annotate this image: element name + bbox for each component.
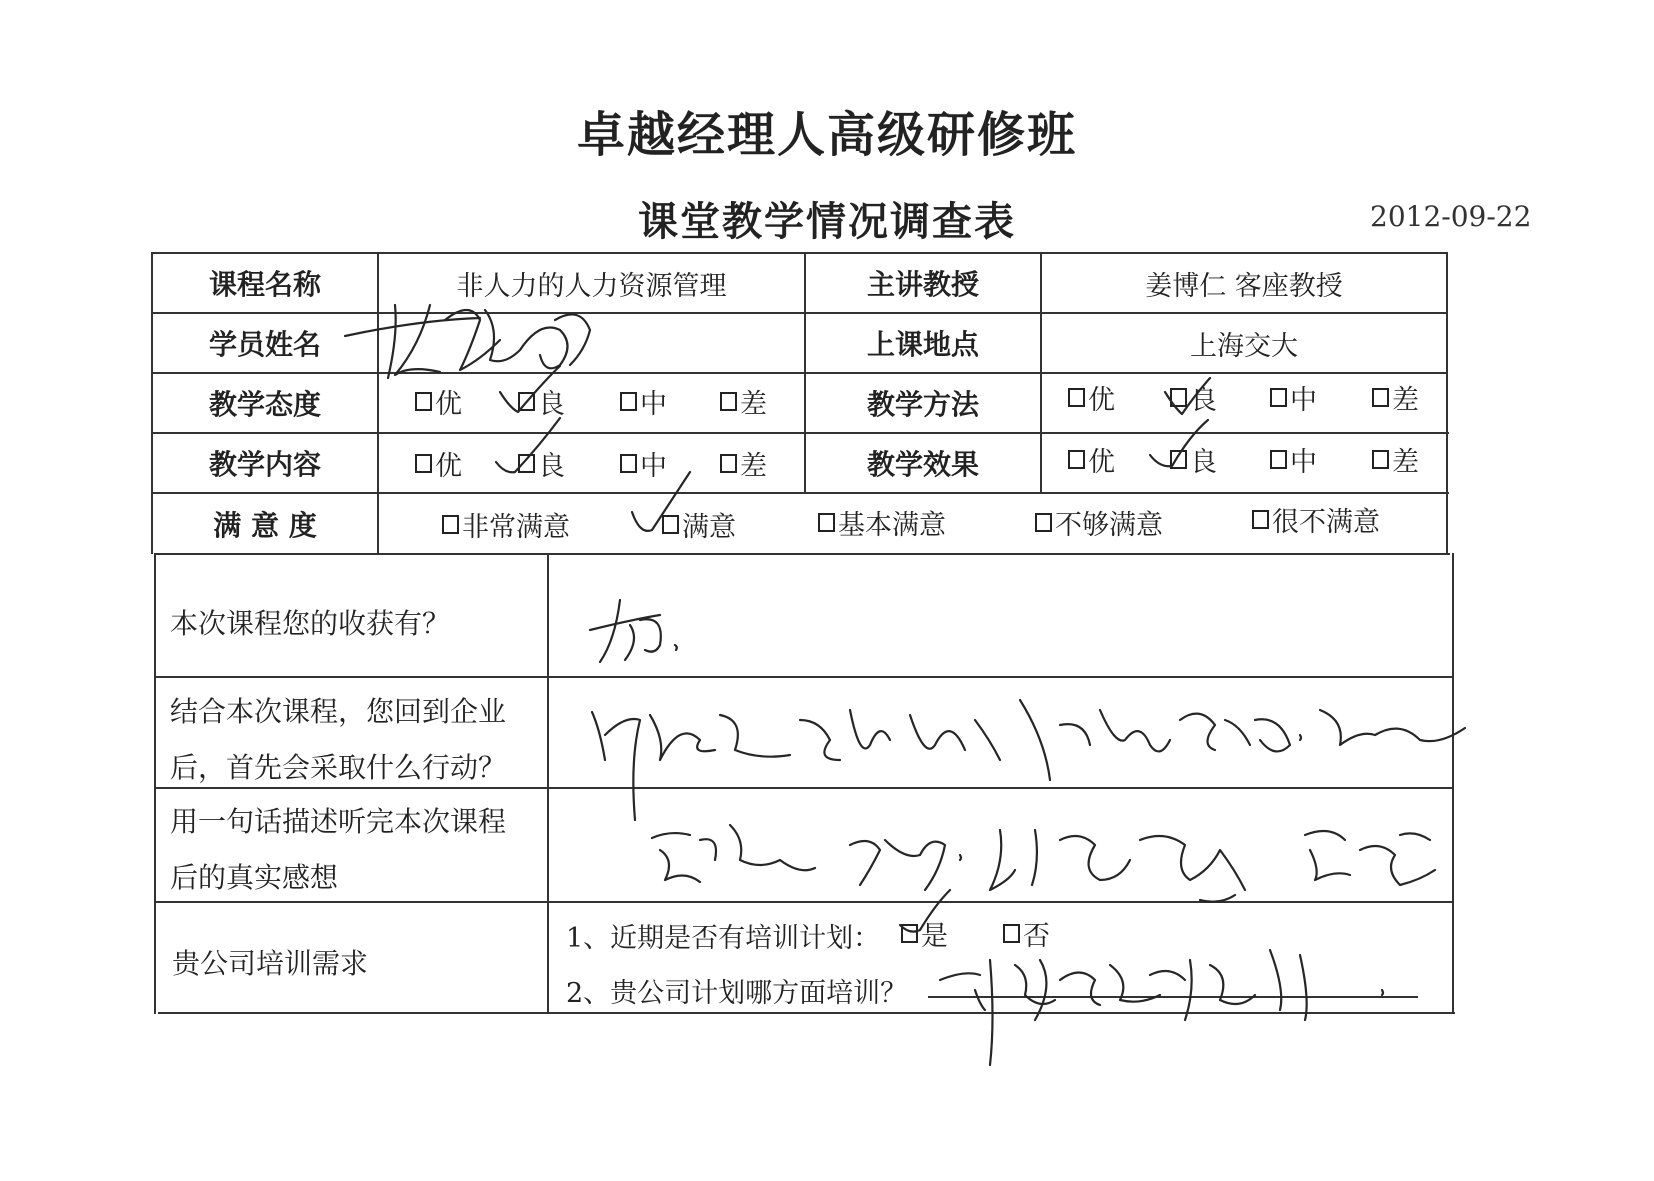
form-subtitle: 课堂教学情况调查表 [638, 199, 1016, 245]
content-option-average[interactable]: 中 [620, 444, 667, 483]
method-option-excellent[interactable]: 优 [1068, 378, 1115, 417]
teaching-attitude-label: 教学态度 [208, 388, 321, 421]
satisfaction-label: 满 意 度 [213, 508, 317, 542]
satisfaction-option-very-satisfied[interactable]: 非常满意 [442, 505, 570, 544]
question-training-need: 贵公司培训需求 [172, 947, 369, 980]
professor-label: 主讲教授 [866, 268, 979, 301]
question-feeling-line2: 后的真实感想 [170, 861, 339, 894]
checkbox-icon [1170, 388, 1187, 407]
course-name-value: 非人力的人力资源管理 [456, 270, 727, 302]
effect-option-poor[interactable]: 差 [1372, 440, 1419, 479]
location-value: 上海交大 [1190, 330, 1298, 362]
content-option-excellent[interactable]: 优 [415, 444, 462, 483]
checkbox-icon [720, 454, 737, 473]
attitude-option-good[interactable]: 良 [518, 382, 565, 421]
effect-option-average[interactable]: 中 [1270, 440, 1317, 479]
checkbox-icon [415, 454, 432, 473]
checkbox-icon [620, 392, 637, 411]
location-label: 上课地点 [866, 328, 979, 361]
checkbox-icon [662, 515, 679, 534]
method-option-average[interactable]: 中 [1270, 378, 1317, 417]
student-name-field[interactable] [379, 314, 804, 372]
checkbox-icon [1372, 388, 1389, 407]
training-plan-question: 1、近期是否有培训计划： [566, 923, 881, 954]
checkbox-icon [720, 392, 737, 411]
checkbox-icon [1270, 450, 1287, 469]
training-plan-yes[interactable]: 是 [901, 914, 948, 953]
satisfaction-option-basically-satisfied[interactable]: 基本满意 [818, 503, 946, 542]
question-gain: 本次课程您的收获有？ [170, 607, 451, 640]
checkbox-icon [1003, 924, 1020, 943]
checkbox-icon [518, 454, 535, 473]
checkbox-icon [518, 392, 535, 411]
checkbox-icon [1372, 450, 1389, 469]
checkbox-icon [1035, 513, 1052, 532]
attitude-option-average[interactable]: 中 [620, 382, 667, 421]
checkbox-icon [1068, 450, 1085, 469]
training-plan-no[interactable]: 否 [1003, 914, 1050, 953]
form-title: 卓越经理人高级研修班 [576, 107, 1077, 163]
attitude-option-poor[interactable]: 差 [720, 382, 767, 421]
checkbox-icon [1170, 450, 1187, 469]
answer-action-field[interactable] [549, 678, 1452, 787]
satisfaction-option-satisfied[interactable]: 满意 [662, 505, 736, 544]
question-feeling-line1: 用一句话描述听完本次课程 [170, 805, 507, 838]
checkbox-icon [901, 924, 918, 943]
training-topic-question: 2、贵公司计划哪方面培训？ [566, 978, 908, 1009]
form-date: 2012-09-22 [1370, 200, 1532, 233]
checkbox-icon [620, 454, 637, 473]
question-action-line2: 后，首先会采取什么行动？ [170, 751, 507, 784]
student-name-label: 学员姓名 [208, 328, 321, 361]
checkbox-icon [442, 515, 459, 534]
method-option-poor[interactable]: 差 [1372, 378, 1419, 417]
satisfaction-option-very-unsatisfied[interactable]: 很不满意 [1252, 500, 1380, 539]
checkbox-icon [1068, 388, 1085, 407]
ink-answer-training-topic [940, 950, 1383, 1065]
teaching-method-label: 教学方法 [866, 388, 979, 421]
professor-value: 姜博仁 客座教授 [1145, 270, 1343, 302]
effect-option-good[interactable]: 良 [1170, 440, 1217, 479]
course-name-label: 课程名称 [208, 268, 321, 301]
checkbox-icon [1252, 510, 1269, 529]
content-option-good[interactable]: 良 [518, 444, 565, 483]
question-action-line1: 结合本次课程，您回到企业 [170, 695, 507, 728]
checkbox-icon [818, 513, 835, 532]
attitude-option-excellent[interactable]: 优 [415, 382, 462, 421]
content-option-poor[interactable]: 差 [720, 444, 767, 483]
answer-gain-field[interactable] [549, 555, 1452, 676]
method-option-good[interactable]: 良 [1170, 378, 1217, 417]
checkbox-icon [415, 392, 432, 411]
satisfaction-option-not-satisfied[interactable]: 不够满意 [1035, 503, 1163, 542]
checkbox-icon [1270, 388, 1287, 407]
answer-feeling-field[interactable] [549, 789, 1452, 901]
effect-option-excellent[interactable]: 优 [1068, 440, 1115, 479]
teaching-effect-label: 教学效果 [866, 448, 979, 481]
teaching-content-label: 教学内容 [208, 448, 321, 481]
training-topic-field[interactable] [928, 996, 1418, 998]
